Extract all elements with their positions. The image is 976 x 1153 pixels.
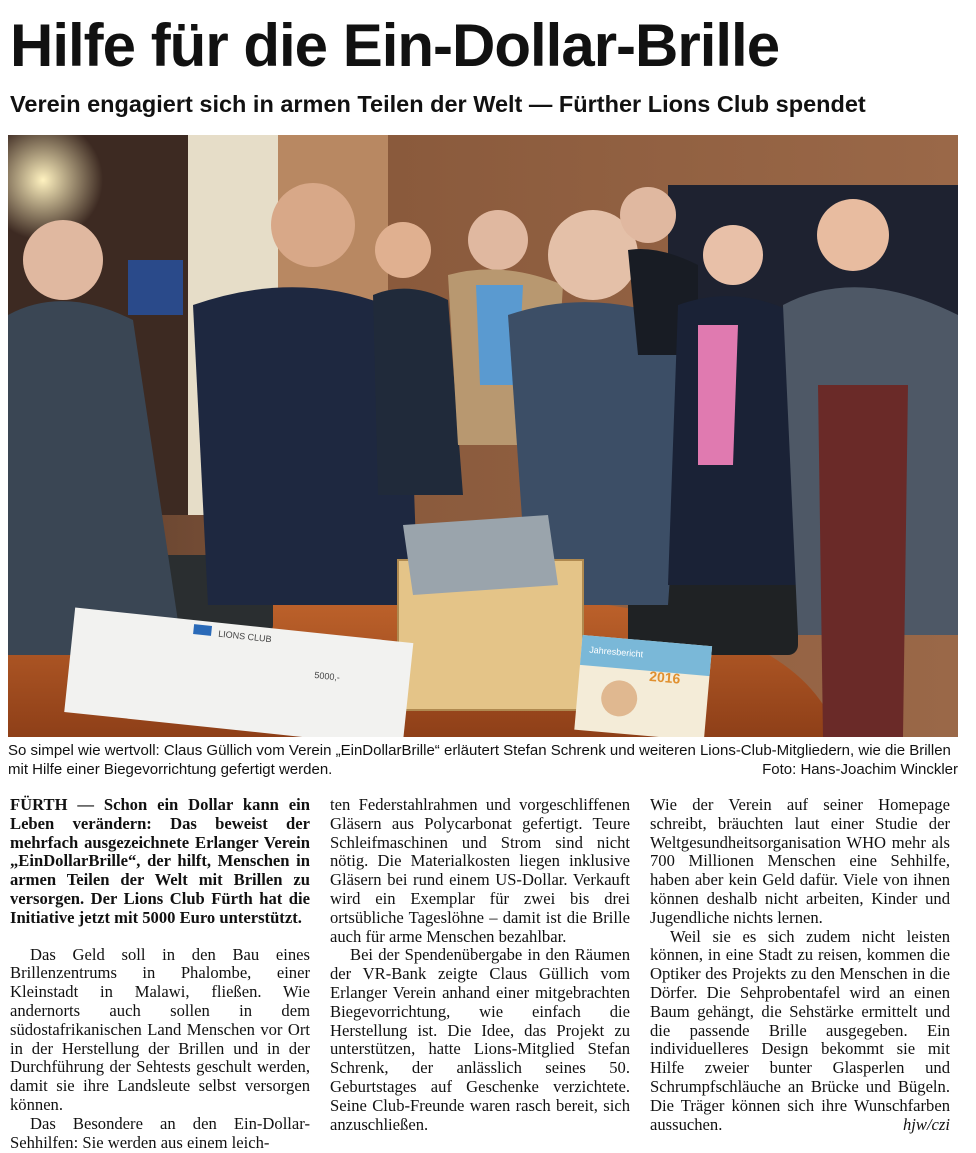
photo-caption	[8, 741, 958, 779]
check-amount: 5000,-	[313, 669, 341, 683]
article-subheadline: Verein engagiert sich in armen Teilen der Welt — Fürther Lions Club spendet	[10, 91, 866, 117]
article-headline: Hilfe für die Ein-Dollar-Brille	[10, 12, 780, 79]
article-column-2	[330, 796, 630, 1134]
check-text: LIONS CLUB	[217, 628, 273, 645]
article-paragraph-text: Weil sie es sich zudem nicht leisten können, in eine Stadt zu reisen, kommen die Optiker des Projekts zu den Menschen in die Dörfer. Die Sehprobentafel wird an einen Baum gehängt, die Sehstärke ermittelt und die passende Brille ausgegeben. Ein individuelleres Design bekommt sie mit Hilfe zweier bunter Glasperlen und Schrumpfschläuche an Brücke und Bügeln. Die Träger können sich ihre Wunschfarben aussuchen.	[650, 926, 950, 1134]
article-paragraph: Wie der Verein auf seiner Homepage schreibt, bräuchten laut einer Studie der Weltgesundheitsorganisation WHO mehr als 700 Millionen Menschen eine Sehhilfe, haben aber kein Geld dafür. Viele von ihnen können deshalb nicht arbeiten, Kinder und Jugendliche nichts lernen.	[650, 795, 950, 927]
article-paragraph	[650, 928, 950, 1135]
article-lead: FÜRTH — Schon ein Dollar kann ein Leben verändern: Das beweist der mehrfach ausgezeichnete Erlanger Verein „EinDollarBrille“, der hilft, Menschen in armen Teilen der Welt mit Brillen zu versorgen. Der Lions Club Fürth hat die Initiative jetzt mit 5000 Euro unterstützt.	[10, 795, 310, 927]
article-column-1	[10, 796, 310, 1152]
photo-credit: Foto: Hans-Joachim Winckler	[762, 761, 958, 778]
article-photo	[8, 135, 958, 737]
caption-text: So simpel wie wertvoll: Claus Güllich vom Verein „EinDollarBrille“ erläutert Stefan Schrenk und weiteren Lions-Club-Mitgliedern, wie die Brillen mit Hilfe einer Biegevorrichtung gefertigt werden.	[8, 742, 951, 778]
article-paragraph: Das Geld soll in den Bau eines Brillenzentrums in Phalombe, einer Kleinstadt in Malawi, fließen. Wie andernorts auch sollen in dem südostafrikanischen Land Menschen vor Ort in der Herstellung der Brillen und in der Durchführung der Sehtests geschult werden, damit sie ihre Landsleute selbst versorgen können.	[10, 944, 310, 1114]
author-initials: hjw/czi	[902, 1114, 950, 1134]
article-paragraph: Bei der Spendenübergabe in den Räumen der VR-Bank zeigte Claus Güllich vom Erlanger Verein anhand einer mitgebrachten Biegevorrichtung, wie einfach die Herstellung ist. Die Idee, das Projekt zu unterstützen, hatte Lions-Mitglied Stefan Schrenk, der anlässlich seines 50. Geburtstages auf Geschenke verzichtete. Seine Club-Freunde waren rasch bereit, sich anzuschließen.	[330, 945, 630, 1134]
article-column-3	[650, 796, 950, 1134]
report-year: 2016	[648, 667, 682, 687]
article-paragraph: Das Besondere an den Ein-Dollar-Sehhilfen: Sie werden aus einem leich-	[10, 1113, 310, 1152]
article-paragraph: ten Federstahlrahmen und vorgeschliffenen Gläsern aus Polycarbonat gefertigt. Teure Schleifmaschinen und Strom sind nicht nötig. Die Materialkosten liegen inklusive Gläsern bei rund einem US-Dollar. Verkauft wird ein Exemplar für zwei bis drei ortsübliche Tageslöhne – damit ist die Brille auch für arme Menschen bezahlbar.	[330, 795, 630, 946]
report-title: Jahresbericht	[588, 644, 644, 660]
